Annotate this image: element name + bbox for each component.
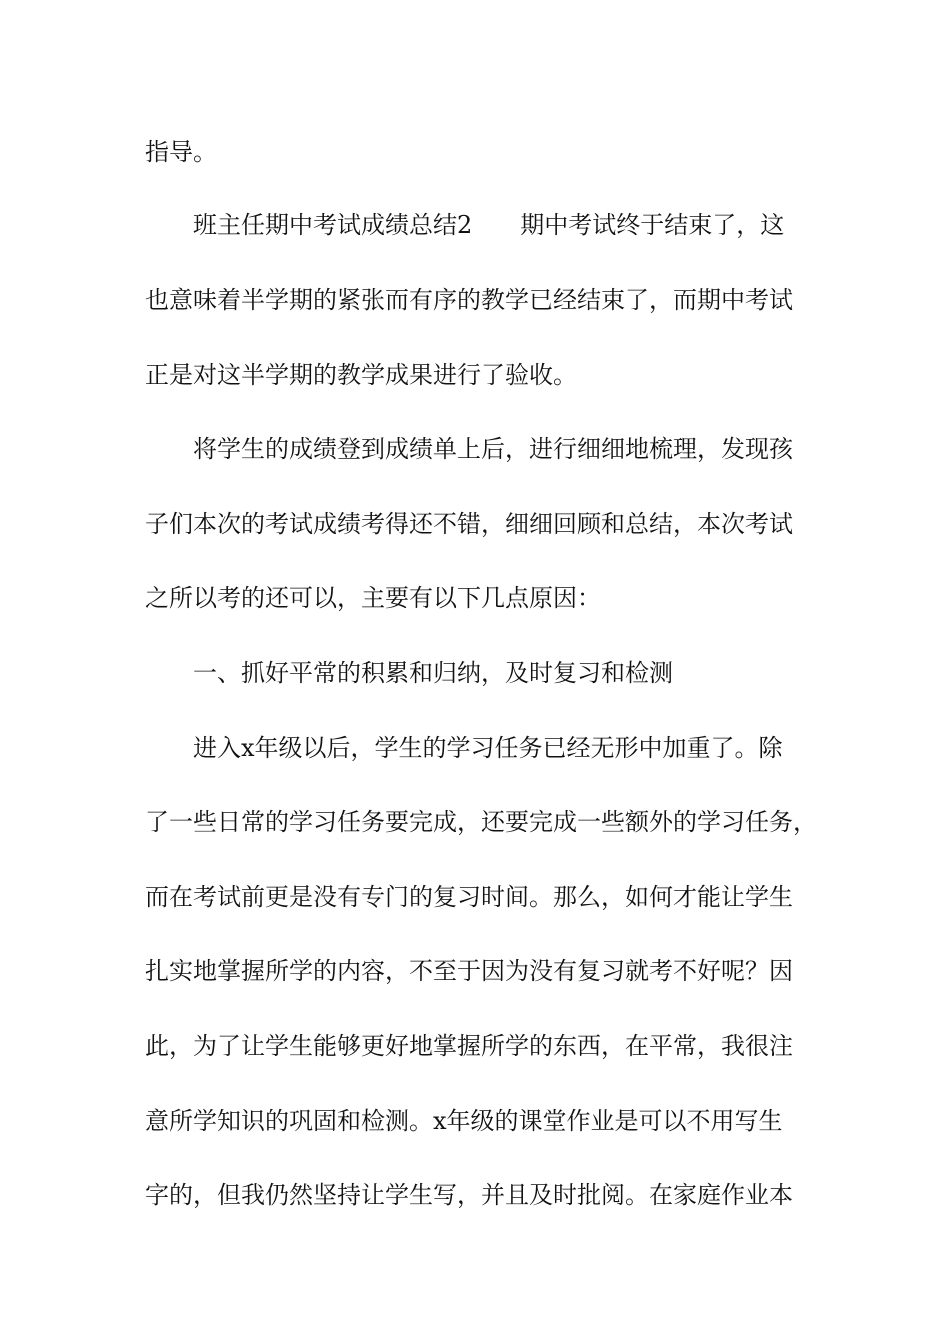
text-line: 进入x年级以后，学生的学习任务已经无形中加重了。除	[193, 734, 783, 762]
subheading-line: 一、抓好平常的积累和归纳，及时复习和检测	[193, 659, 673, 687]
text-line: 意所学知识的巩固和检测。x年级的课堂作业是可以不用写生	[145, 1107, 783, 1135]
text-line: 之所以考的还可以，主要有以下几点原因：	[145, 584, 601, 612]
text-line: 字的，但我仍然坚持让学生写，并且及时批阅。在家庭作业本	[145, 1181, 793, 1209]
text-line: 正是对这半学期的教学成果进行了验收。	[145, 361, 577, 389]
text-line: 期中考试终于结束了，这	[520, 211, 785, 239]
text-line: 也意味着半学期的紧张而有序的教学已经结束了，而期中考试	[145, 286, 793, 314]
text-line: 将学生的成绩登到成绩单上后，进行细细地梳理，发现孩	[193, 435, 793, 463]
text-line: 此，为了让学生能够更好地掌握所学的东西，在平常，我很注	[145, 1032, 793, 1060]
text-line: 子们本次的考试成绩考得还不错，细细回顾和总结，本次考试	[145, 510, 793, 538]
section-title: 班主任期中考试成绩总结2	[193, 211, 473, 239]
text-line: 扎实地掌握所学的内容，不至于因为没有复习就考不好呢？因	[145, 957, 793, 985]
text-line: 指导。	[145, 138, 217, 166]
text-line: 而在考试前更是没有专门的复习时间。那么，如何才能让学生	[145, 883, 793, 911]
text-line: 了一些日常的学习任务要完成，还要完成一些额外的学习任务，	[145, 808, 817, 836]
section-heading-line	[193, 205, 784, 245]
